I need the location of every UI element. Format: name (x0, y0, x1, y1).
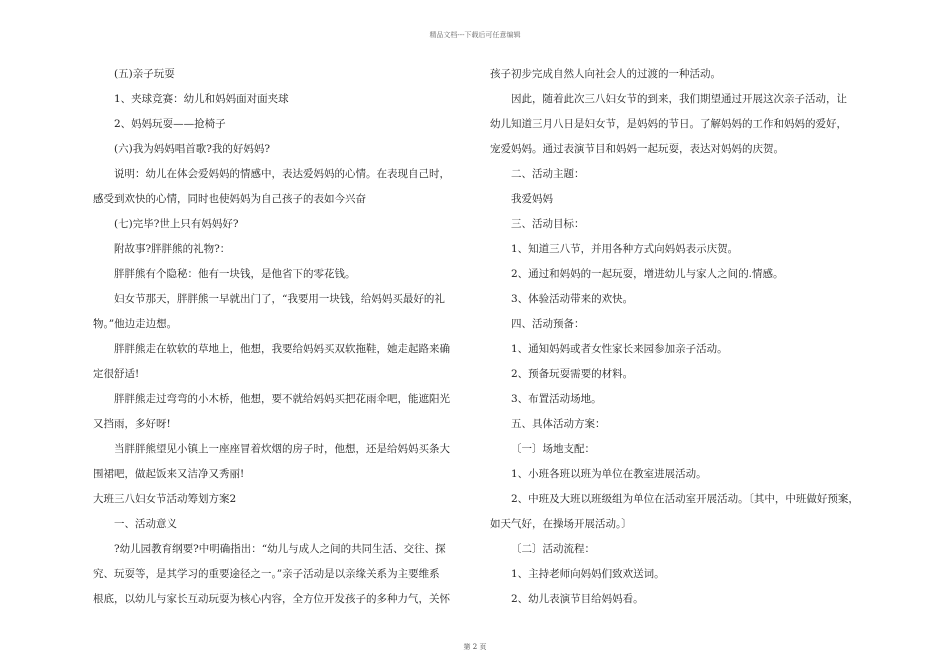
paragraph-line: 1、通知妈妈或者女性家长来园参加亲子活动。 (511, 343, 728, 355)
paragraph-line: 附故事?胖胖熊的礼物?： (114, 243, 231, 255)
paragraph-line: 根底，以幼儿与家长互动玩耍为核心内容，全方位开发孩子的多种力气，关怀 (93, 593, 450, 605)
page-number: 第 2 页 (463, 643, 487, 651)
paragraph-line: 围裙吧，做起饭来又洁净又秀丽! (93, 468, 245, 480)
paragraph-line: 1、知道三八节，并用各种方式向妈妈表示庆贺。 (511, 243, 739, 255)
section-heading: 三、活动目标： (511, 218, 585, 230)
paragraph-line: 我爱妈妈 (511, 193, 553, 205)
right-column (490, 62, 885, 612)
left-column (93, 62, 448, 612)
paragraph-line: 2、通过和妈妈的一起玩耍，增进幼儿与家人之间的.情感。 (511, 268, 784, 280)
paragraph-line: 定很舒适! (93, 368, 140, 380)
paragraph-line: 又挡雨，多好呀! (93, 418, 171, 430)
paragraph-line: 说明：幼儿在体会爱妈妈的情感中，表达爱妈妈的心情。在表现自己时， (114, 168, 450, 180)
paragraph-line: 究、玩耍等，是其学习的重要途径之一。”亲子活动是以亲缘关系为主要维系 (93, 568, 440, 580)
paragraph-line: 妇女节那天，胖胖熊一早就出门了，“我要用一块钱，给妈妈买最好的礼 (114, 293, 445, 305)
paragraph-line: 1、小班各班以班为单位在教室进展活动。 (511, 468, 707, 480)
paragraph-line: 胖胖熊走过弯弯的小木桥，他想，要不就给妈妈买把花雨伞吧，能遮阳光 (114, 393, 450, 405)
section-title: 大班三八妇女节活动筹划方案2 (93, 493, 237, 505)
section-heading: 二、活动主题： (511, 168, 585, 180)
section-heading: 四、活动预备： (511, 318, 585, 330)
paragraph-line: 当胖胖熊望见小镇上一座座冒着炊烟的房子时，他想，还是给妈妈买条大 (114, 443, 450, 455)
section-heading: 〔二〕活动流程： (511, 543, 595, 555)
paragraph-line: 3、体验活动带来的欢快。 (511, 293, 634, 305)
section-heading: 五、具体活动方案： (511, 418, 606, 430)
paragraph-line: 孩子初步完成自然人向社会人的过渡的一种活动。 (490, 68, 721, 80)
paragraph-line: 如天气好，在操场开展活动。〕 (490, 518, 632, 530)
paragraph-line: 宠爱妈妈。通过表演节目和妈妈一起玩耍，表达对妈妈的庆贺。 (490, 143, 784, 155)
paragraph-line: 2、幼儿表演节目给妈妈看。 (511, 593, 644, 605)
paragraph-line: ?幼儿园教育纲要?中明确指出：“幼儿与成人之间的共同生活、交往、探 (114, 543, 446, 555)
paragraph-line: 1、夹球竞赛：幼儿和妈妈面对面夹球 (114, 93, 289, 105)
section-heading: 一、活动意义 (114, 518, 177, 530)
paragraph-line: 感受到欢快的心情，同时也使妈妈为自己孩子的表如今兴奋 (93, 193, 366, 205)
paragraph-line: 3、布置活动场地。 (511, 393, 602, 405)
section-heading: 〔一〕场地支配： (511, 443, 595, 455)
paragraph-line: 2、妈妈玩耍——抢椅子 (114, 118, 226, 130)
paragraph-line: 因此，随着此次三八妇女节的到来，我们期望通过开展这次亲子活动，让 (511, 93, 847, 105)
paragraph-line: (七)完毕?世上只有妈妈好? (114, 218, 239, 230)
paragraph-line: 幼儿知道三月八日是妇女节，是妈妈的节日。了解妈妈的工作和妈妈的爱好， (490, 118, 847, 130)
paragraph-line: 2、中班及大班以班级组为单位在活动室开展活动。〔其中，中班做好预案， (511, 493, 859, 505)
paragraph-line: (六)我为妈妈唱首歌?我的好妈妈? (114, 143, 270, 155)
paragraph-line: 物。”他边走边想。 (93, 318, 178, 330)
page-header: 精品文档---下载后可任意编辑 (429, 31, 521, 39)
paragraph-line: 1、主持老师向妈妈们致欢送词。 (511, 568, 665, 580)
paragraph-line: 胖胖熊有个隐秘：他有一块钱，是他省下的零花钱。 (114, 268, 356, 280)
paragraph-line: 2、预备玩耍需要的材料。 (511, 368, 634, 380)
paragraph-line: 胖胖熊走在软软的草地上，他想，我要给妈妈买双软拖鞋，她走起路来确 (114, 343, 450, 355)
paragraph-line: (五)亲子玩耍 (114, 68, 175, 80)
